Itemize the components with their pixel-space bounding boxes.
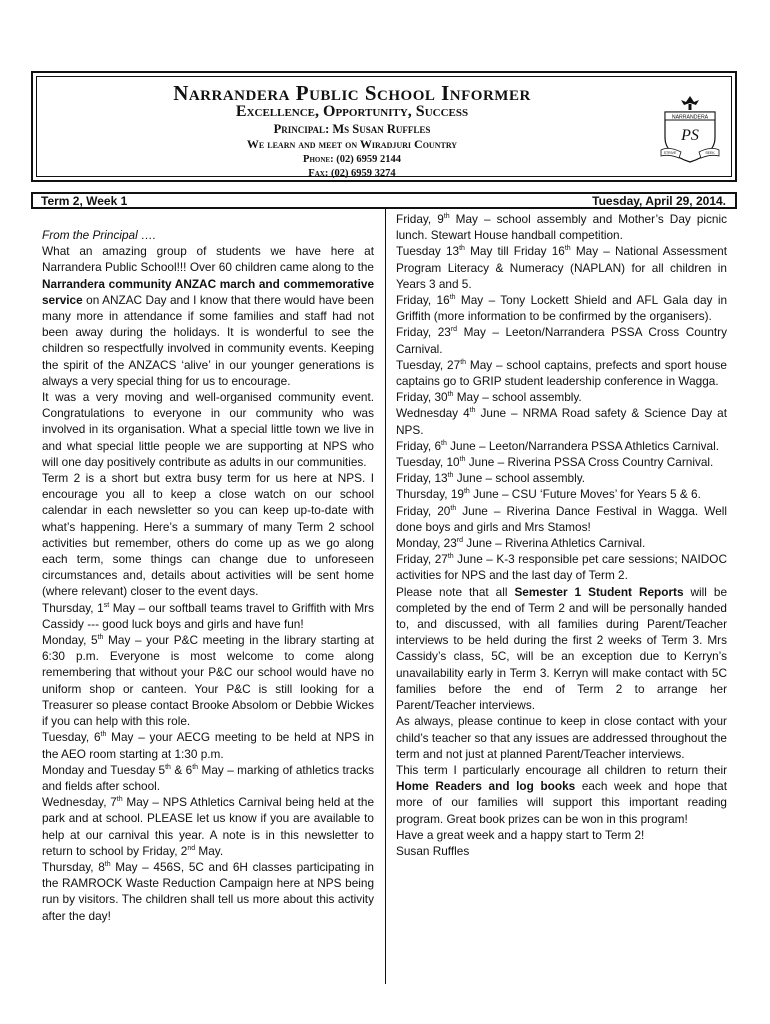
right-column-paragraph: Friday, 23rd May – Leeton/Narrandera PSSA Cross Country Carnival. bbox=[396, 325, 727, 356]
right-column-paragraph: Friday, 16th May – Tony Lockett Shield and AFL Gala day in Griffith (more information to be confirmed by the organisers). bbox=[396, 293, 728, 324]
left-column-paragraph: Monday, 5th May – your P&C meeting in the library starting at 6:30 p.m. Everyone is most welcome to come along remembering that without your P&C our school would have no uniform shop or canteen. Your P&C is still looking for a Treasurer so please contact Brooke Absolom or Debbie Wickes if you can help with this role. bbox=[42, 633, 374, 729]
right-column-paragraph: Friday, 27th June – K-3 responsible pet care sessions; NAIDOC activities for NPS and the last day of Term 2. bbox=[396, 552, 727, 583]
svg-text:SEEK: SEEK bbox=[705, 151, 715, 155]
left-column-paragraph: Thursday, 8th May – 456S, 5C and 6H classes participating in the RAMROCK Waste Reduction Campaign here at NPS being run by visitors. The children shall tell us more about this activity after the day! bbox=[42, 859, 374, 923]
right-column-paragraph: This term I particularly encourage all children to return their Home Readers and log books each week and hope that more of our families will support this important reading program. Great book prizes can be won in this program! bbox=[396, 762, 727, 826]
principal-greeting: From the Principal …. bbox=[42, 228, 157, 242]
masthead-frame bbox=[36, 76, 732, 177]
right-column-paragraph: Tuesday, 27th May – school captains, prefects and sport house captains go to GRIP student leadership conference in Wagga. bbox=[396, 357, 727, 389]
left-column-paragraph: Thursday, 1st May – our softball teams travel to Griffith with Mrs Cassidy --- good luck boys and girls and have fun! bbox=[42, 600, 374, 631]
right-column-paragraph: Wednesday 4th June – NRMA Road safety & Science Day at NPS. bbox=[396, 406, 727, 437]
school-motto: Excellence, Opportunity, Success bbox=[235, 103, 469, 120]
right-column-paragraph: Please note that all Semester 1 Student Reports will be completed by the end of Term 2 and will be personally handed to, and discussed, with all families during Parent/Teacher interviews to be held during the first 2 weeks of Term 3. Mrs Cassidy’s class, 5C, will be an exception due to Kerryn’s unavailability early in Term 3. Kerryn will make contact with 5C families before the end of Term 2 to arrange her Parent/Teacher interviews. bbox=[396, 584, 728, 713]
right-column-paragraph: Monday, 23rd June – Riverina Athletics Carnival. bbox=[396, 536, 646, 551]
left-column bbox=[42, 227, 374, 924]
principal-name: Principal: Ms Susan Ruffles bbox=[273, 122, 431, 136]
term-week: Term 2, Week 1 bbox=[41, 194, 128, 208]
svg-text:NARRANDERA: NARRANDERA bbox=[671, 114, 709, 121]
column-divider bbox=[385, 209, 386, 984]
country-acknowledgement: We learn and meet on Wiradjuri Country bbox=[246, 137, 458, 151]
left-column-paragraph: It was a very moving and well-organised community event. Congratulations to everyone in our community who was involved in its organisation. What a special little town we live in and what special little people we are supporting at NPS who will one day positively contribute as adults in our communities. bbox=[42, 390, 374, 469]
left-column-paragraphs bbox=[42, 243, 374, 924]
fax-number: Fax: (02) 6959 3274 bbox=[308, 168, 396, 179]
right-column-paragraph: Tuesday, 10th June – Riverina PSSA Cross Country Carnival. bbox=[396, 455, 714, 470]
right-column-paragraph: Friday, 9th May – school assembly and Mother’s Day picnic lunch. Stewart House handball competition. bbox=[396, 212, 727, 243]
right-column-paragraph: Thursday, 19th June – CSU ‘Future Moves’ for Years 5 & 6. bbox=[396, 487, 701, 502]
left-column-paragraph: Monday and Tuesday 5th & 6th May – marking of athletics tracks and fields after school. bbox=[42, 762, 374, 793]
left-column-paragraph: Wednesday, 7th May – NPS Athletics Carnival being held at the park and at school. PLEASE let us know if you are available to help at our carnival this year. A note is in this newsletter to return to school by Friday, 2nd May. bbox=[42, 795, 374, 858]
term-date-bar bbox=[31, 192, 737, 209]
right-column-paragraph: Friday, 6th June – Leeton/Narrandera PSSA Athletics Carnival. bbox=[396, 438, 720, 453]
right-column-paragraph: Friday, 30th May – school assembly. bbox=[396, 390, 582, 405]
phone-number: Phone: (02) 6959 2144 bbox=[303, 154, 401, 165]
right-column-paragraphs bbox=[396, 211, 727, 859]
masthead bbox=[31, 71, 737, 182]
issue-date: Tuesday, April 29, 2014. bbox=[592, 194, 726, 208]
school-crest-logo bbox=[659, 94, 721, 164]
left-column-paragraph: Tuesday, 6th May – your AECG meeting to be held at NPS in the AEO room starting at 1:30 p.m. bbox=[42, 730, 374, 761]
right-column-paragraph: Friday, 13th June – school assembly. bbox=[396, 471, 586, 486]
right-column bbox=[396, 211, 727, 859]
right-column-paragraph: Have a great week and a happy start to Term 2! bbox=[396, 827, 645, 842]
left-column-paragraph: What an amazing group of students we have here at Narrandera Public School!!! Over 60 children came along to the Narrandera community ANZAC march and commemorative service on ANZAC Day and I know that there would have been many more in attendance if some families and staff had not been away during the holidays. It is wonderful to see the children so respectfully involved in community events. Keeping the spirit of the ANZACS ‘alive’ in our younger generations is always a very special thing for us to encourage. bbox=[42, 244, 374, 388]
right-column-paragraph: Friday, 20th June – Riverina Dance Festival in Wagga. Well done boys and girls and Mrs Stamos! bbox=[396, 503, 727, 534]
left-column-paragraph: Term 2 is a short but extra busy term for us here at NPS. I encourage you all to keep a close watch on our school calendar in each newsletter so you can keep up-to-date with what’s happening. Here’s a summary of many Term 2 school activities but remember, others do come up as we go along each term, some things can change due to unforeseen circumstances and, details about activities will be sent home (where relevant) closer to the event days. bbox=[42, 471, 374, 599]
right-column-paragraph: Susan Ruffles bbox=[396, 843, 470, 858]
right-column-paragraph: As always, please continue to keep in close contact with your child’s teacher so that any issues are addressed throughout the term and not just at planned Parent/Teacher interviews. bbox=[396, 714, 727, 761]
svg-text:STRIVE: STRIVE bbox=[663, 151, 677, 155]
newsletter-title: Narrandera Public School Informer bbox=[173, 81, 531, 105]
right-column-paragraph: Tuesday 13th May till Friday 16th May – National Assessment Program Literacy & Numeracy (NAPLAN) for all children in Years 3 and 5. bbox=[396, 244, 727, 291]
svg-text:PS: PS bbox=[681, 127, 699, 144]
